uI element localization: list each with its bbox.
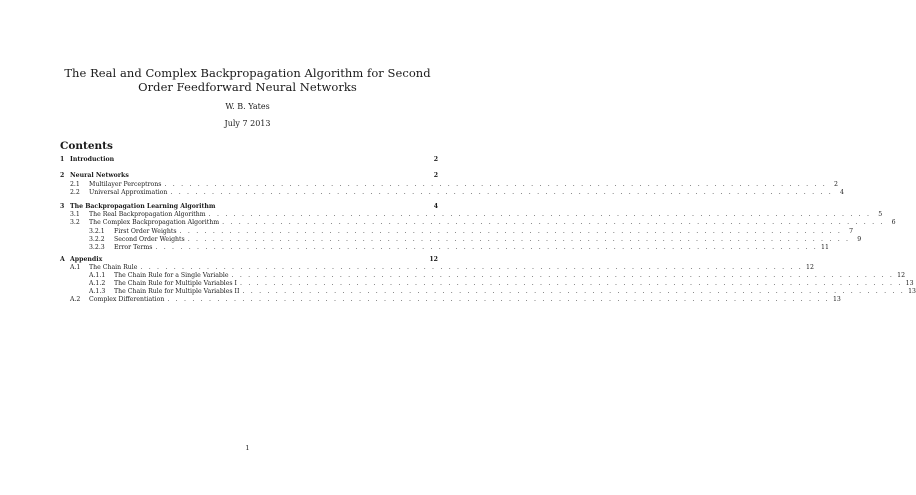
toc-entry-label: Error Terms [114, 244, 153, 251]
publication-date: July 7 2013 [224, 119, 271, 128]
toc-entry-page: 7 [849, 228, 854, 235]
toc-dot-leader: . . . . . . . . . . . . . . . . . . . . . . . . . . . . . . . . . . . . . . . . . . . . . . . . . . . . . . . . . . . . . . . . . . . . . . . . . . . . . . . . [242, 288, 905, 295]
toc-entry-number: A.2 [70, 296, 81, 303]
toc-dot-leader: . . . . . . . . . . . . . . . . . . . . . . . . . . . . . . . . . . . . . . . . . . . . . . . . . . . . . . . . . . . . . . . . . . . . . . . . . . . . . . . . [140, 264, 803, 271]
toc-entry-label: Neural Networks [70, 172, 129, 179]
toc-entry-label: The Chain Rule for a Single Variable [114, 272, 229, 279]
toc-entry-number: 2.2 [70, 189, 80, 196]
toc-entry-label: Introduction [70, 156, 115, 163]
toc-entry-label: The Complex Backpropagation Algorithm [89, 219, 220, 226]
toc-entry-number: 1 [60, 156, 65, 163]
toc-entry-number: A.1.2 [89, 280, 106, 287]
toc-dot-leader: . . . . . . . . . . . . . . . . . . . . . . . . . . . . . . . . . . . . . . . . . . . . . . . . . . . . . . . . . . . . . . . . . . . . . . . . . . . . . . . . [164, 181, 827, 188]
toc-dot-leader: . . . . . . . . . . . . . . . . . . . . . . . . . . . . . . . . . . . . . . . . . . . . . . . . . . . . . . . . . . . . . . . . . . . . . . . . . . . . . . . . [222, 219, 885, 226]
toc-entry-number: 3 [60, 203, 65, 210]
contents-heading: Contents [60, 140, 113, 152]
toc-entry-page: 12 [429, 256, 438, 263]
toc-entry-label: The Chain Rule [89, 264, 138, 271]
toc-section-entry[interactable] [60, 171, 438, 180]
toc-entry-number: 2.1 [70, 181, 80, 188]
toc-entry-number: 3.2.3 [89, 244, 105, 251]
toc-entry-label: The Chain Rule for Multiple Variables II [114, 288, 240, 295]
toc-entry-page: 13 [908, 288, 916, 295]
toc-dot-leader: . . . . . . . . . . . . . . . . . . . . . . . . . . . . . . . . . . . . . . . . . . . . . . . . . . . . . . . . . . . . . . . . . . . . . . . . . . . . . . . . [240, 280, 903, 287]
toc-entry-label: Multilayer Perceptrons [89, 181, 162, 188]
toc-entry-label: First Order Weights [114, 228, 177, 235]
toc-entry-label: Appendix [70, 256, 103, 263]
toc-subsection-entry[interactable] [60, 295, 841, 304]
toc-entry-page: 4 [433, 203, 438, 210]
title-line-1: The Real and Complex Backpropagation Algorithm for Second [64, 66, 431, 80]
author-name: W. B. Yates [225, 102, 270, 111]
toc-entry-label: The Backpropagation Learning Algorithm [70, 203, 216, 210]
toc-dot-leader: . . . . . . . . . . . . . . . . . . . . . . . . . . . . . . . . . . . . . . . . . . . . . . . . . . . . . . . . . . . . . . . . . . . . . . . . . . . . . . . . [155, 244, 818, 251]
toc-entry-number: 3.2 [70, 219, 80, 226]
toc-entry-label: Complex Differentiation [89, 296, 165, 303]
toc-subsection-entry[interactable] [60, 218, 896, 227]
toc-entry-page: 2 [433, 172, 438, 179]
toc-entry-number: 2 [60, 172, 65, 179]
toc-entry-page: 12 [897, 272, 906, 279]
toc-entry-label: Second Order Weights [114, 236, 185, 243]
toc-dot-leader: . . . . . . . . . . . . . . . . . . . . . . . . . . . . . . . . . . . . . . . . . . . . . . . . . . . . . . . . . . . . . . . . . . . . . . . . . . . . . . . . [170, 189, 833, 196]
toc-entry-page: 4 [839, 189, 844, 196]
page-number: 1 [245, 444, 250, 452]
toc-entry-page: 6 [891, 219, 896, 226]
toc-dot-leader: . . . . . . . . . . . . . . . . . . . . . . . . . . . . . . . . . . . . . . . . . . . . . . . . . . . . . . . . . . . . . . . . . . . . . . . . . . . . . . . . [167, 296, 830, 303]
toc-subsection-entry[interactable] [60, 243, 829, 252]
toc-entry-number: 3.2.1 [89, 228, 105, 235]
toc-entry-page: 9 [857, 236, 862, 243]
toc-entry-number: 3.1 [70, 211, 80, 218]
toc-entry-page: 2 [834, 181, 838, 188]
toc-section-entry[interactable] [60, 155, 438, 164]
toc-dot-leader: . . . . . . . . . . . . . . . . . . . . . . . . . . . . . . . . . . . . . . . . . . . . . . . . . . . . . . . . . . . . . . . . . . . . . . . . . . . . . . . . [187, 236, 851, 243]
toc-dot-leader: . . . . . . . . . . . . . . . . . . . . . . . . . . . . . . . . . . . . . . . . . . . . . . . . . . . . . . . . . . . . . . . . . . . . . . . . . . . . . . . . [179, 228, 843, 235]
toc-entry-label: Universal Approximation [89, 189, 168, 196]
toc-entry-page: 13 [905, 280, 914, 287]
toc-entry-label: The Real Backpropagation Algorithm [89, 211, 206, 218]
toc-entry-page: 5 [878, 211, 883, 218]
toc-entry-number: A [60, 256, 65, 263]
toc-entry-page: 13 [832, 296, 841, 303]
toc-dot-leader: . . . . . . . . . . . . . . . . . . . . . . . . . . . . . . . . . . . . . . . . . . . . . . . . . . . . . . . . . . . . . . . . . . . . . . . . . . . . . . . . [208, 211, 872, 218]
toc-entry-page: 12 [806, 264, 814, 271]
paper-title [0, 66, 495, 94]
toc-entry-number: 3.2.2 [89, 236, 105, 243]
toc-dot-leader: . . . . . . . . . . . . . . . . . . . . . . . . . . . . . . . . . . . . . . . . . . . . . . . . . . . . . . . . . . . . . . . . . . . . . . . . . . . . . . . . [231, 272, 895, 279]
toc-entry-number: A.1.1 [89, 272, 106, 279]
toc-entry-number: A.1 [70, 264, 81, 271]
title-line-2: Order Feedforward Neural Networks [138, 80, 357, 94]
toc-entry-label: The Chain Rule for Multiple Variables I [114, 280, 238, 287]
toc-entry-number: A.1.3 [89, 288, 106, 295]
toc-entry-page: 2 [433, 156, 438, 163]
toc-entry-page: 11 [821, 244, 829, 251]
toc-subsection-entry[interactable] [60, 188, 844, 197]
